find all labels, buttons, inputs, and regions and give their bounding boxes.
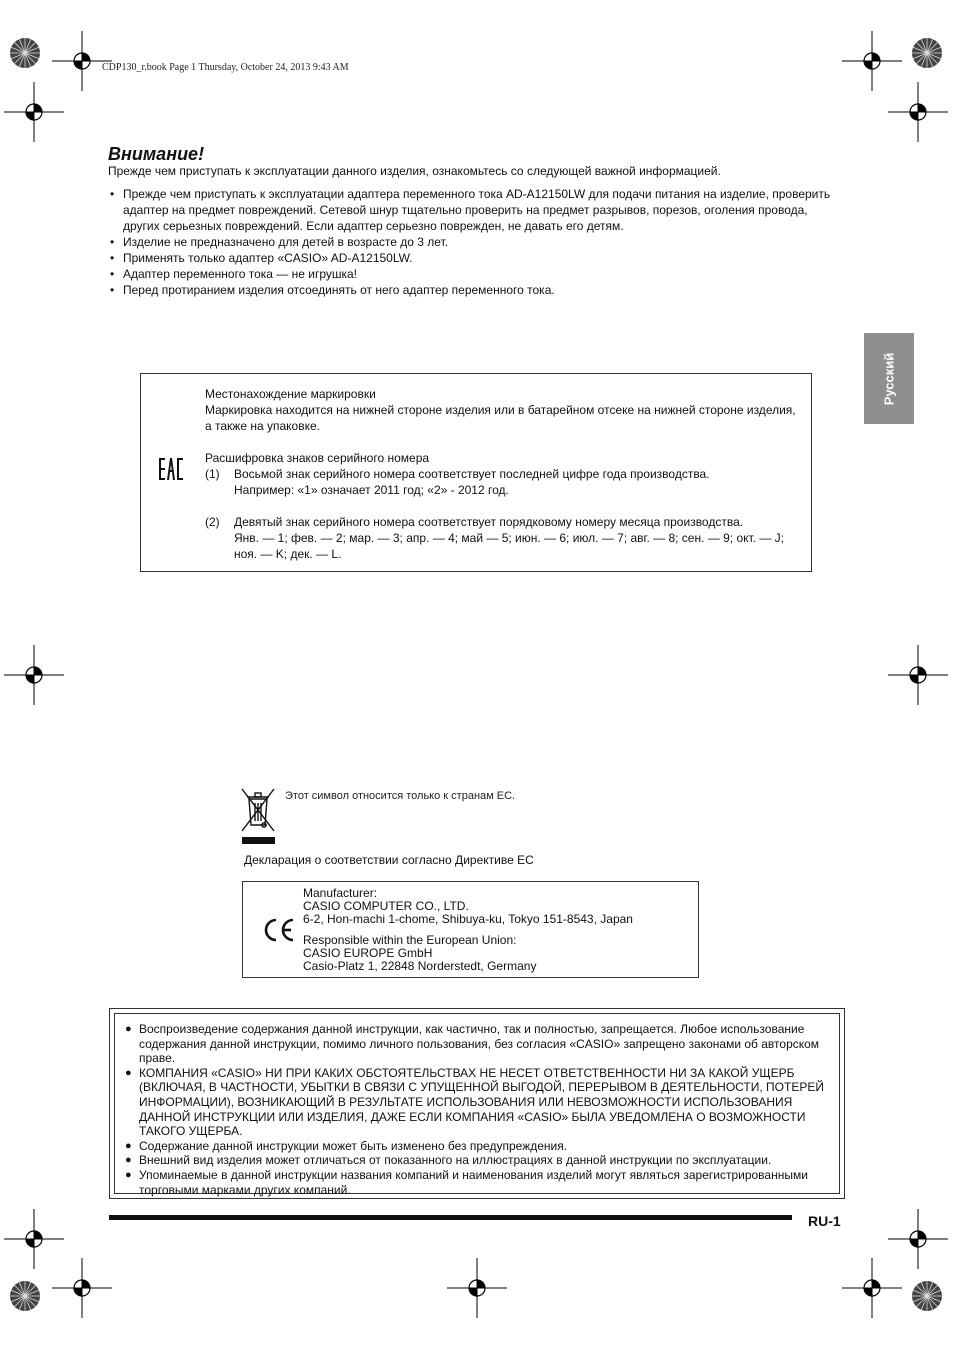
registration-mark	[897, 23, 955, 83]
footer-rule	[109, 1215, 792, 1220]
crosshair-mark	[888, 82, 948, 142]
eu-name: CASIO EUROPE GmbH	[303, 946, 433, 960]
marking-box	[140, 373, 812, 572]
manufacturer-name: CASIO COMPUTER CO., LTD.	[303, 899, 469, 913]
file-info-header: CDP130_r.book Page 1 Thursday, October 24, 2013 9:43 AM	[102, 62, 349, 73]
list-item: • Адаптер переменного тока — не игрушка!	[108, 266, 843, 282]
list-item: • Изделие не предназначено для детей в возрасте до 3 лет.	[108, 234, 843, 250]
registration-mark	[0, 1266, 55, 1326]
eac-mark-icon	[159, 456, 183, 482]
eu-address: Casio-Platz 1, 22848 Norderstedt, Germany	[303, 959, 537, 973]
crosshair-mark	[4, 82, 64, 142]
list-item: ● Воспроизведение содержания данной инструкции, как частично, так и полностью, запрещается. Любое использование содержания данной инструкции, помимо личного пользования, без согласия «CASIO» запрещено законами об авторском праве.	[125, 1022, 837, 1066]
serial-item-text: Восьмой знак серийного номера соответствует последней цифре года производства.	[234, 467, 710, 481]
location-text: Маркировка находится на нижней стороне изделия или в батарейном отсеке на нижней стороне изделия, а также на упаковке.	[205, 403, 796, 433]
declaration-title: Декларация о соответствии согласно Директиве ЕС	[244, 853, 534, 867]
list-item: ● Внешний вид изделия может отличаться от показанного на иллюстрациях в данной инструкции по эксплуатации.	[125, 1153, 837, 1168]
serial-item-number: (2)	[205, 515, 220, 529]
declaration-box	[242, 881, 699, 978]
notices-inner-frame	[114, 1013, 840, 1197]
page-number: RU-1	[808, 1213, 841, 1229]
warning-intro: Прежде чем приступать к эксплуатации данного изделия, ознакомьтесь со следующей важной информацией.	[108, 164, 721, 178]
serial-item-example: Например: «1» означает 2011 год; «2» - 2012 год.	[234, 483, 509, 497]
registration-mark	[0, 23, 55, 83]
serial-item-text: Девятый знак серийного номера соответствует порядковому номеру месяца производства.	[234, 515, 744, 529]
ce-mark-icon	[261, 917, 295, 943]
registration-mark	[897, 1266, 955, 1326]
crosshair-mark	[4, 645, 64, 705]
list-item: ● КОМПАНИЯ «CASIO» НИ ПРИ КАКИХ ОБСТОЯТЕЛЬСТВАХ НЕ НЕСЕТ ОТВЕТСТВЕННОСТИ НИ ЗА КАКОЙ УЩЕРБ (ВКЛЮЧАЯ, В ЧАСТНОСТИ, УБЫТКИ В СВЯЗИ С УПУЩЕННОЙ ВЫГОДОЙ, ПЕРЕРЫВОМ В ДЕЯТЕЛЬНОСТИ, ПОТЕРЕЙ ИНФОРМАЦИИ), ВОЗНИКАЮЩИЙ В РЕЗУЛЬТАТЕ ИСПОЛЬЗОВАНИЯ ИЛИ НЕВОЗМОЖНОСТИ ИСПОЛЬЗОВАНИЯ ДАННОЙ ИНСТРУКЦИИ ИЛИ ИЗДЕЛИЯ, ДАЖЕ ЕСЛИ КОМПАНИЯ «CASIO» БЫЛА УВЕДОМЛЕНА О ВОЗМОЖНОСТИ ТАКОГО УЩЕРБА.	[125, 1066, 837, 1139]
manufacturer-address: 6-2, Hon-machi 1-chome, Shibuya-ku, Tokyo 151-8543, Japan	[303, 912, 633, 926]
crosshair-mark	[447, 1258, 507, 1318]
list-item: • Прежде чем приступать к эксплуатации адаптера переменного тока AD-A12150LW для подачи питания на изделие, проверить адаптер на предмет повреждений. Сетевой шнур тщательно проверить на предмет разрывов, порезов, оголения провода, других серьезных повреждений. Если адаптер серьезно поврежден, не давать его детям.	[108, 186, 843, 234]
warning-list	[108, 186, 843, 298]
location-title: Местонахождение маркировки	[205, 387, 376, 401]
language-tab	[864, 333, 914, 424]
serial-item-number: (1)	[205, 467, 220, 481]
notices-list	[125, 1022, 837, 1197]
serial-item-example: Янв. — 1; фев. — 2; мар. — 3; апр. — 4; май — 5; июн. — 6; июл. — 7; авг. — 8; сен. — 9; окт. — J; ноя. — K; дек. — L.	[234, 531, 785, 561]
weee-text: Этот символ относится только к странам ЕС.	[285, 790, 516, 802]
language-tab-label: Русский	[881, 352, 897, 405]
notices-box	[109, 1008, 845, 1199]
list-item: ● Упоминаемые в данной инструкции названия компаний и наименования изделий могут являться зарегистрированными торговыми марками других компаний.	[125, 1168, 837, 1197]
crossed-bin-icon	[240, 787, 276, 845]
list-item: • Применять только адаптер «CASIO» AD-A12150LW.	[108, 250, 843, 266]
list-item: • Перед протиранием изделия отсоединять от него адаптер переменного тока.	[108, 282, 843, 298]
crosshair-mark	[888, 645, 948, 705]
crosshair-mark	[52, 1258, 112, 1318]
manufacturer-label: Manufacturer:	[303, 886, 378, 900]
warning-title: Внимание!	[108, 144, 205, 164]
crosshair-mark	[842, 1258, 902, 1318]
serial-title: Расшифровка знаков серийного номера	[205, 451, 430, 465]
eu-label: Responsible within the European Union:	[303, 933, 517, 947]
list-item: ● Содержание данной инструкции может быть изменено без предупреждения.	[125, 1139, 837, 1154]
